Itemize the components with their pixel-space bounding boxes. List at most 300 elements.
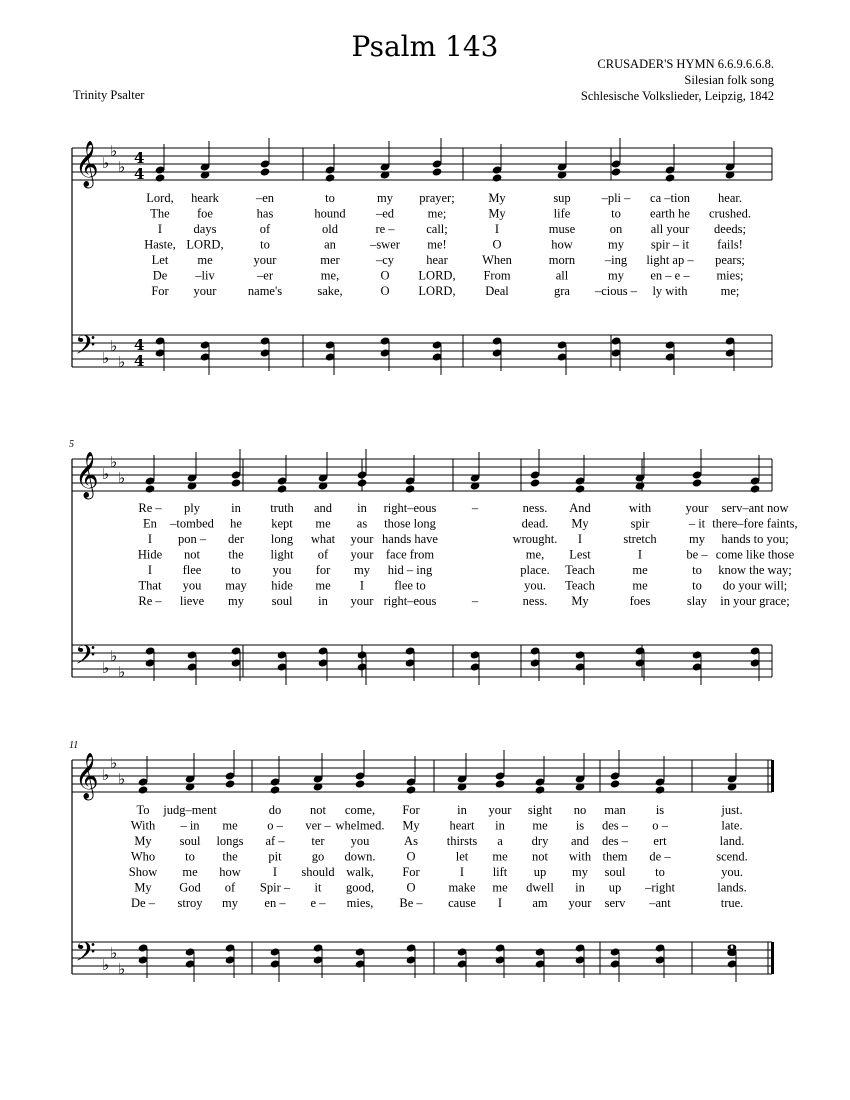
lyric-syllable: you. (721, 865, 743, 879)
lyric-syllable: –er (257, 268, 273, 283)
lyric-syllable: Let (151, 253, 169, 267)
notehead (277, 484, 288, 493)
lyric-syllable: deeds; (714, 222, 746, 236)
lyric-syllable: en – e – (650, 268, 690, 283)
lyric-syllable: spir (630, 516, 650, 531)
lyric-syllable: En (143, 516, 157, 531)
lyric-syllable: my (377, 191, 393, 205)
notehead (260, 167, 271, 176)
notehead (357, 478, 368, 487)
lyric-syllable: light (270, 547, 294, 562)
lyric-syllable: there–fore faints, (712, 516, 798, 531)
lyric-syllable: to (231, 563, 241, 577)
lyric-syllable: me (182, 865, 198, 879)
lyric-syllable: not (532, 849, 548, 864)
notehead (406, 785, 417, 794)
flat-icon: ♭ (118, 353, 126, 371)
lyric-syllable: My (571, 594, 589, 608)
lyric-syllable: go (311, 849, 325, 864)
lyric-syllable: gra (554, 284, 570, 298)
lyric-syllable: –cious – (594, 284, 638, 298)
lyric-syllable: O (406, 880, 416, 895)
lyric-syllable: dry (531, 834, 549, 848)
lyric-syllable: what (310, 532, 336, 546)
lyric-syllable: your (350, 594, 374, 608)
lyric-syllable: –ant (649, 896, 671, 910)
flat-icon: ♭ (118, 158, 126, 176)
lyric-syllable: scend. (716, 849, 748, 864)
lyric-syllable: of (317, 547, 329, 562)
lyric-syllable: sight (527, 803, 553, 817)
notehead (611, 167, 622, 176)
lyric-syllable: heark (191, 191, 219, 205)
lyric-syllable: in (457, 803, 467, 817)
lyric-syllable: me, (320, 268, 340, 283)
lyric-syllable: hound (314, 206, 346, 221)
lyric-syllable: For (402, 803, 420, 817)
lyric-syllable: foe (197, 206, 213, 221)
flat-icon: ♭ (110, 647, 118, 665)
lyric-syllable: to (260, 237, 270, 252)
lyric-syllable: a (497, 834, 503, 848)
notehead (665, 173, 676, 182)
lyric-syllable: I (157, 222, 163, 236)
lyric-syllable: make (448, 880, 476, 895)
lyric-syllable: with (568, 849, 592, 864)
lyric-syllable: hands have (382, 532, 438, 546)
lyric-syllable: ly with (652, 284, 688, 298)
lyric-syllable: let (455, 849, 469, 864)
notehead (750, 484, 761, 493)
lyric-syllable: ca –tion (650, 191, 690, 205)
bass-figure: 8 (726, 941, 738, 960)
lyric-syllable: I (147, 532, 153, 546)
lyric-syllable: to (655, 865, 665, 879)
lyric-syllable: dwell (526, 880, 554, 895)
lyric-syllable: in your grace; (720, 594, 790, 608)
lyric-syllable: De – (131, 896, 155, 910)
lyric-syllable: not (310, 803, 326, 817)
lyric-syllable: me (632, 563, 648, 577)
notehead (492, 173, 503, 182)
flat-icon: ♭ (110, 142, 118, 160)
lyric-syllable: ert (653, 834, 667, 848)
lyric-syllable: Teach (565, 563, 595, 577)
lyric-syllable: –ed (375, 206, 395, 221)
lyric-syllable: De (152, 268, 168, 283)
lyric-syllable: for (315, 563, 331, 577)
lyric-syllable: your (488, 803, 512, 817)
lyric-syllable: mies, (346, 896, 374, 910)
lyric-syllable: an (324, 237, 336, 252)
lyric-syllable: me; (427, 206, 447, 221)
lyric-syllable: – (471, 594, 479, 608)
lyric-syllable: prayer; (419, 191, 455, 205)
lyric-syllable: soul (604, 865, 626, 879)
lyric-syllable: mer (320, 253, 340, 267)
treble-clef-icon: 𝄞 (75, 452, 99, 498)
lyric-syllable: dead. (521, 516, 549, 531)
lyric-syllable: I (637, 547, 643, 562)
notehead (692, 478, 703, 487)
notehead (575, 484, 586, 493)
lyric-syllable: me (222, 818, 238, 833)
lyric-syllable: serv (604, 896, 626, 910)
lyric-syllable: me (492, 849, 508, 864)
lyric-syllable: no (573, 803, 587, 817)
notehead (655, 785, 666, 794)
lyric-syllable: my (572, 865, 588, 879)
lyric-syllable: come, (344, 803, 376, 817)
lyric-syllable: it (314, 880, 322, 895)
lyric-syllable: right–eous (383, 594, 437, 608)
tune-name: CRUSADER'S HYMN 6.6.9.6.6.8. (597, 57, 774, 71)
lyric-syllable: O (380, 268, 390, 283)
lyric-syllable: sake, (317, 284, 343, 298)
lyric-syllable: not (184, 547, 200, 562)
lyric-syllable: in (575, 880, 585, 895)
lyric-syllable: My (571, 516, 589, 531)
lyric-syllable: That (138, 578, 162, 593)
lyric-syllable: ter (311, 834, 325, 848)
time-signature: 4 (134, 149, 145, 167)
lyric-syllable: Teach (565, 578, 595, 593)
measure-number: 11 (69, 740, 79, 751)
lyric-syllable: me; (720, 284, 740, 298)
lyric-syllable: o – (652, 818, 668, 833)
lyric-syllable: your (568, 896, 592, 910)
lyric-syllable: life (553, 206, 571, 221)
lyric-syllable: soul (271, 594, 293, 608)
lyric-syllable: Lord, (146, 191, 174, 205)
lyric-syllable: in (495, 818, 505, 833)
lyric-syllable: how (219, 865, 241, 879)
lyric-syllable: hear (426, 253, 448, 267)
lyric-syllable: days (193, 222, 217, 236)
notehead (495, 779, 506, 788)
lyric-syllable: come like those (715, 547, 795, 562)
lyric-syllable: thirsts (446, 834, 478, 848)
lyric-syllable: heart (449, 818, 475, 833)
lyric-syllable: My (402, 818, 420, 833)
lyric-syllable: me (532, 818, 548, 833)
notehead (270, 785, 281, 794)
lyric-syllable: all (555, 268, 569, 283)
lyric-syllable: foes (629, 594, 651, 608)
lyric-syllable: me (492, 880, 508, 895)
bass-clef-icon: 𝄢 (75, 329, 96, 367)
lyric-syllable: name's (247, 284, 283, 298)
lyric-syllable: I (494, 222, 500, 236)
time-signature: 4 (134, 336, 145, 354)
lyric-syllable: all your (650, 222, 690, 236)
final-barline (771, 942, 774, 974)
lyric-syllable: may (225, 578, 247, 593)
lyric-syllable: For (402, 865, 420, 879)
lyric-syllable: those long (384, 516, 436, 531)
lyric-syllable: up (533, 865, 547, 879)
lyric-syllable: I (497, 896, 503, 910)
lyric-syllable: man (604, 803, 626, 817)
flat-icon: ♭ (118, 770, 126, 788)
lyric-syllable: Be – (399, 896, 423, 910)
lyric-syllable: my (222, 896, 238, 910)
notehead (530, 478, 541, 487)
lyric-syllable: my (228, 594, 244, 608)
lyric-syllable: has (256, 206, 274, 221)
lyric-syllable: cause (448, 896, 476, 910)
lyric-syllable: hear. (718, 191, 742, 205)
lyric-syllable: is (575, 818, 585, 833)
measure-number: 5 (69, 439, 74, 450)
lyric-syllable: your (350, 532, 374, 546)
lyric-syllable: hid – ing (387, 563, 433, 577)
lyric-syllable: LORD, (186, 237, 224, 252)
lyric-syllable: –tombed (170, 516, 214, 531)
lyric-syllable: As (404, 834, 418, 848)
lyric-syllable: Haste, (144, 237, 176, 252)
lyric-syllable: pears; (715, 253, 745, 267)
lyric-syllable: good, (345, 880, 375, 895)
lyric-syllable: LORD, (418, 284, 456, 298)
lyric-syllable: on (609, 222, 623, 236)
lyric-syllable: o – (267, 818, 283, 833)
lyric-syllable: and (313, 501, 333, 515)
lyric-syllable: my (689, 532, 705, 546)
lyric-syllable: them (602, 849, 628, 864)
lyric-syllable: he (230, 516, 242, 531)
notehead (535, 785, 546, 794)
lyric-syllable: with (628, 501, 652, 515)
lyric-syllable: in (357, 501, 367, 515)
lyric-syllable: you. (524, 578, 546, 593)
lyric-syllable: truth (270, 501, 294, 515)
source: Schlesische Volkslieder, Leipzig, 1842 (580, 89, 774, 103)
text-source: Trinity Psalter (73, 88, 145, 102)
lyric-syllable: I (359, 578, 365, 593)
lyric-syllable: light ap – (646, 253, 694, 267)
page-title: Psalm 143 (351, 30, 499, 63)
lyric-syllable: I (272, 865, 278, 879)
flat-icon: ♭ (110, 337, 118, 355)
lyric-syllable: Lest (569, 547, 591, 562)
lyric-syllable: me (315, 578, 331, 593)
flat-icon: ♭ (118, 960, 126, 978)
lyric-syllable: e – (310, 896, 326, 910)
lyric-syllable: my (608, 268, 624, 283)
lyric-syllable: down. (344, 849, 376, 864)
flat-icon: ♭ (102, 154, 110, 172)
lyric-syllable: to (325, 191, 335, 205)
lyric-syllable: God (179, 880, 201, 895)
lyric-syllable: face from (385, 547, 435, 562)
lyric-syllable: of (259, 222, 271, 236)
lyric-syllable: stretch (623, 532, 657, 546)
lyric-syllable: ness. (522, 501, 548, 515)
lyric-syllable: stroy (177, 896, 203, 910)
lyric-syllable: de – (649, 849, 671, 864)
lyric-syllable: lands. (717, 880, 747, 895)
lyric-syllable: should (301, 865, 335, 879)
lyric-syllable: whelmed. (335, 818, 385, 833)
lyric-syllable: Spir – (259, 880, 291, 895)
lyric-syllable: Deal (485, 284, 509, 298)
lyric-syllable: you (182, 578, 202, 593)
flat-icon: ♭ (110, 944, 118, 962)
lyric-syllable: the (222, 849, 238, 864)
lyric-syllable: The (150, 206, 170, 221)
lyric-syllable: me, (525, 547, 545, 562)
lyric-syllable: me (632, 578, 648, 593)
lyric-syllable: ply (184, 501, 200, 515)
lyric-syllable: just. (721, 803, 743, 817)
flat-icon: ♭ (110, 754, 118, 772)
lyric-syllable: know the way; (718, 563, 792, 577)
notehead (432, 167, 443, 176)
lyric-syllable: lieve (179, 594, 205, 608)
lyric-syllable: I (577, 532, 583, 546)
bass-clef-icon: 𝄢 (75, 639, 96, 677)
lyric-syllable: hands to you; (721, 532, 789, 546)
notehead (155, 173, 166, 182)
notehead (145, 484, 156, 493)
lyric-syllable: call; (426, 222, 448, 236)
lyric-syllable: I (459, 865, 465, 879)
lyric-syllable: slay (686, 594, 708, 608)
lyric-syllable: the (228, 547, 244, 562)
lyric-syllable: O (380, 284, 390, 298)
lyric-syllable: pit (268, 849, 282, 864)
lyric-syllable: true. (720, 896, 744, 910)
lyric-syllable: lift (492, 865, 508, 879)
lyric-syllable: Show (128, 865, 158, 879)
lyric-syllable: – (471, 501, 479, 515)
lyric-syllable: my (354, 563, 370, 577)
notehead (355, 779, 366, 788)
lyric-syllable: My (488, 206, 506, 221)
flat-icon: ♭ (118, 663, 126, 681)
lyric-syllable: flee (182, 563, 202, 577)
lyric-syllable: –liv (195, 268, 215, 283)
lyric-syllable: My (134, 834, 152, 848)
lyric-syllable: up (608, 880, 622, 895)
composer: Silesian folk song (684, 73, 774, 87)
lyric-syllable: LORD, (418, 268, 456, 283)
lyric-syllable: af – (265, 834, 285, 848)
lyric-syllable: your (350, 547, 374, 562)
flat-icon: ♭ (102, 766, 110, 784)
notehead (138, 785, 149, 794)
time-signature: 4 (134, 352, 145, 370)
lyric-syllable: long (270, 532, 294, 546)
lyric-syllable: des – (601, 834, 629, 848)
lyric-syllable: how (551, 237, 573, 252)
treble-clef-icon: 𝄞 (75, 141, 99, 187)
lyric-syllable: ness. (522, 594, 548, 608)
lyric-syllable: am (532, 896, 548, 910)
notehead (325, 173, 336, 182)
lyric-syllable: I (147, 563, 153, 577)
flat-icon: ♭ (102, 659, 110, 677)
lyric-syllable: Re – (138, 501, 162, 515)
lyric-syllable: right–eous (383, 501, 437, 515)
lyric-syllable: – it (688, 516, 706, 531)
lyric-syllable: en – (264, 896, 286, 910)
bass-clef-icon: 𝄢 (75, 936, 96, 974)
lyric-syllable: in (231, 501, 241, 515)
lyric-syllable: And (569, 501, 591, 515)
lyric-syllable: place. (520, 563, 550, 577)
lyric-syllable: me (315, 516, 331, 531)
lyric-syllable: to (692, 578, 702, 593)
lyric-syllable: to (185, 849, 195, 864)
notehead (610, 779, 621, 788)
lyric-syllable: –swer (370, 237, 400, 252)
flat-icon: ♭ (110, 453, 118, 471)
notehead (231, 478, 242, 487)
lyric-syllable: is (655, 803, 665, 817)
lyric-syllable: fails! (717, 237, 743, 252)
lyric-syllable: and (570, 834, 590, 848)
lyric-syllable: Hide (137, 547, 163, 562)
lyric-syllable: do your will; (722, 578, 788, 593)
lyric-syllable: hide (271, 578, 293, 593)
lyric-syllable: me! (427, 237, 447, 252)
lyric-syllable: sup (553, 191, 571, 205)
lyric-syllable: judg–ment (163, 803, 217, 817)
lyric-syllable: mies; (716, 268, 744, 283)
lyric-syllable: –right (645, 880, 675, 895)
lyric-syllable: to (611, 206, 621, 221)
lyric-syllable: do (268, 803, 282, 817)
lyric-syllable: crushed. (709, 206, 751, 221)
lyric-syllable: of (224, 880, 236, 895)
lyric-syllable: des – (601, 818, 629, 833)
lyric-syllable: as (356, 516, 368, 531)
lyric-syllable: O (406, 849, 416, 864)
lyric-syllable: be – (686, 547, 708, 562)
lyric-syllable: you (350, 834, 370, 848)
lyric-syllable: your (193, 284, 217, 298)
lyric-syllable: flee to (394, 578, 426, 593)
notehead (405, 484, 416, 493)
lyric-syllable: muse (548, 222, 576, 236)
time-signature: 4 (134, 165, 145, 183)
lyric-syllable: longs (216, 834, 244, 848)
lyric-syllable: earth he (650, 206, 690, 221)
lyric-syllable: soul (179, 834, 201, 848)
lyric-syllable: re – (375, 222, 395, 236)
lyric-syllable: Re – (138, 594, 162, 608)
lyric-syllable: – in (180, 818, 200, 833)
lyric-syllable: late. (721, 818, 743, 833)
lyric-syllable: ver – (305, 818, 331, 833)
lyric-syllable: to (692, 563, 702, 577)
lyric-syllable: your (685, 501, 709, 515)
lyric-syllable: –ing (604, 253, 628, 267)
lyric-syllable: you (272, 563, 292, 577)
flat-icon: ♭ (102, 349, 110, 367)
lyric-syllable: kept (271, 516, 293, 531)
lyric-syllable: land. (719, 834, 745, 848)
treble-clef-icon: 𝄞 (75, 753, 99, 799)
lyric-syllable: walk, (346, 865, 374, 879)
lyric-syllable: der (228, 532, 244, 546)
flat-icon: ♭ (118, 469, 126, 487)
lyric-syllable: spir – it (650, 237, 690, 252)
final-barline (771, 760, 774, 792)
lyric-syllable: With (130, 818, 156, 833)
